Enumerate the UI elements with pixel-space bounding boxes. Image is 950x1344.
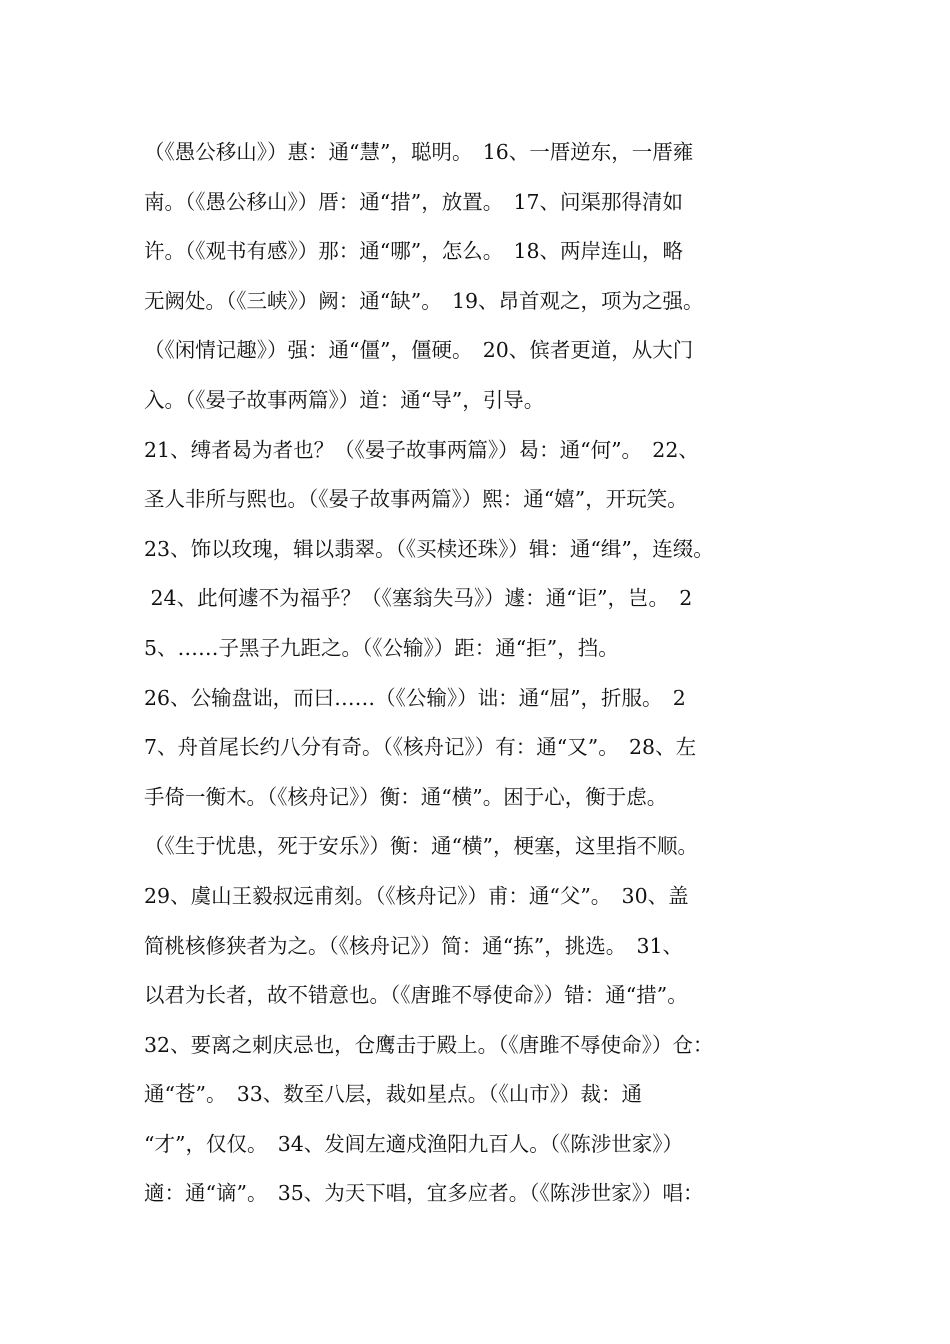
text-line: （《愚公移山》）惠：通“慧”，聪明。 16、一厝逆东，一厝雍 xyxy=(144,140,694,164)
text-line: （《生于忧患，死于安乐》）衡：通“横”，梗塞，这里指不顺。 xyxy=(144,834,698,859)
text-line: 通“苍”。 33、数至八层，裁如星点。（《山市》）裁：通 xyxy=(144,1082,643,1107)
text-line: （《闲情记趣》）强：通“僵”，僵硬。 20、傧者更道，从大门 xyxy=(144,338,694,363)
text-line: 许。（《观书有感》）那：通“哪”，怎么。 18、两岸连山，略 xyxy=(144,239,684,264)
text-line: 23、饰以玫瑰，辑以翡翠。（《买椟还珠》）辑：通“缉”，连缀。 xyxy=(144,536,714,561)
text-line: 32、要离之刺庆忌也，仓鹰击于殿上。（《唐雎不辱使命》）仓： xyxy=(144,1032,714,1057)
text-line: 21、缚者曷为者也？（《晏子故事两篇》）曷：通“何”。 22、 xyxy=(144,437,699,462)
text-line: 南。（《愚公移山》）厝：通“措”，放置。 17、问渠那得清如 xyxy=(144,189,684,214)
text-line: 入。（《晏子故事两篇》）道：通“导”，引导。 xyxy=(144,387,545,412)
text-line: 7、舟首尾长约八分有奇。（《核舟记》）有：通“又”。 28、左 xyxy=(144,735,697,760)
text-line: 24、此何遽不为福乎？（《塞翁失马》）遽：通“讵”，岂。 2 xyxy=(144,586,693,611)
text-line: 圣人非所与熙也。（《晏子故事两篇》）熙：通“嬉”，开玩笑。 xyxy=(144,487,688,512)
text-line: 適：通“谪”。 35、为天下唱，宜多应者。（《陈涉世家》）唱： xyxy=(144,1181,704,1206)
text-line: 5、……子黑子九距之。（《公输》）距：通“拒”，挡。 xyxy=(144,635,619,660)
text-line: 简桃核修狭者为之。（《核舟记》）简：通“拣”，挑选。 31、 xyxy=(144,933,684,958)
text-line: 26、公输盘诎，而曰……（《公输》）诎：通“屈”，折服。 2 xyxy=(144,685,686,710)
text-line: 以君为长者，故不错意也。（《唐雎不辱使命》）错：通“措”。 xyxy=(144,983,688,1008)
text-line: 手倚一衡木。（《核舟记》）衡：通“横”。困于心，衡于虑。 xyxy=(144,784,668,809)
text-line: “才”，仅仅。 34、发闾左適戍渔阳九百人。（《陈涉世家》） xyxy=(144,1131,684,1156)
body-text xyxy=(144,128,824,1219)
text-line: 29、虞山王毅叔远甫刻。（《核舟记》）甫：通“父”。 30、盖 xyxy=(144,883,689,908)
text-line: 无阙处。（《三峡》）阙：通“缺”。 19、昂首观之，项为之强。 xyxy=(144,288,704,313)
